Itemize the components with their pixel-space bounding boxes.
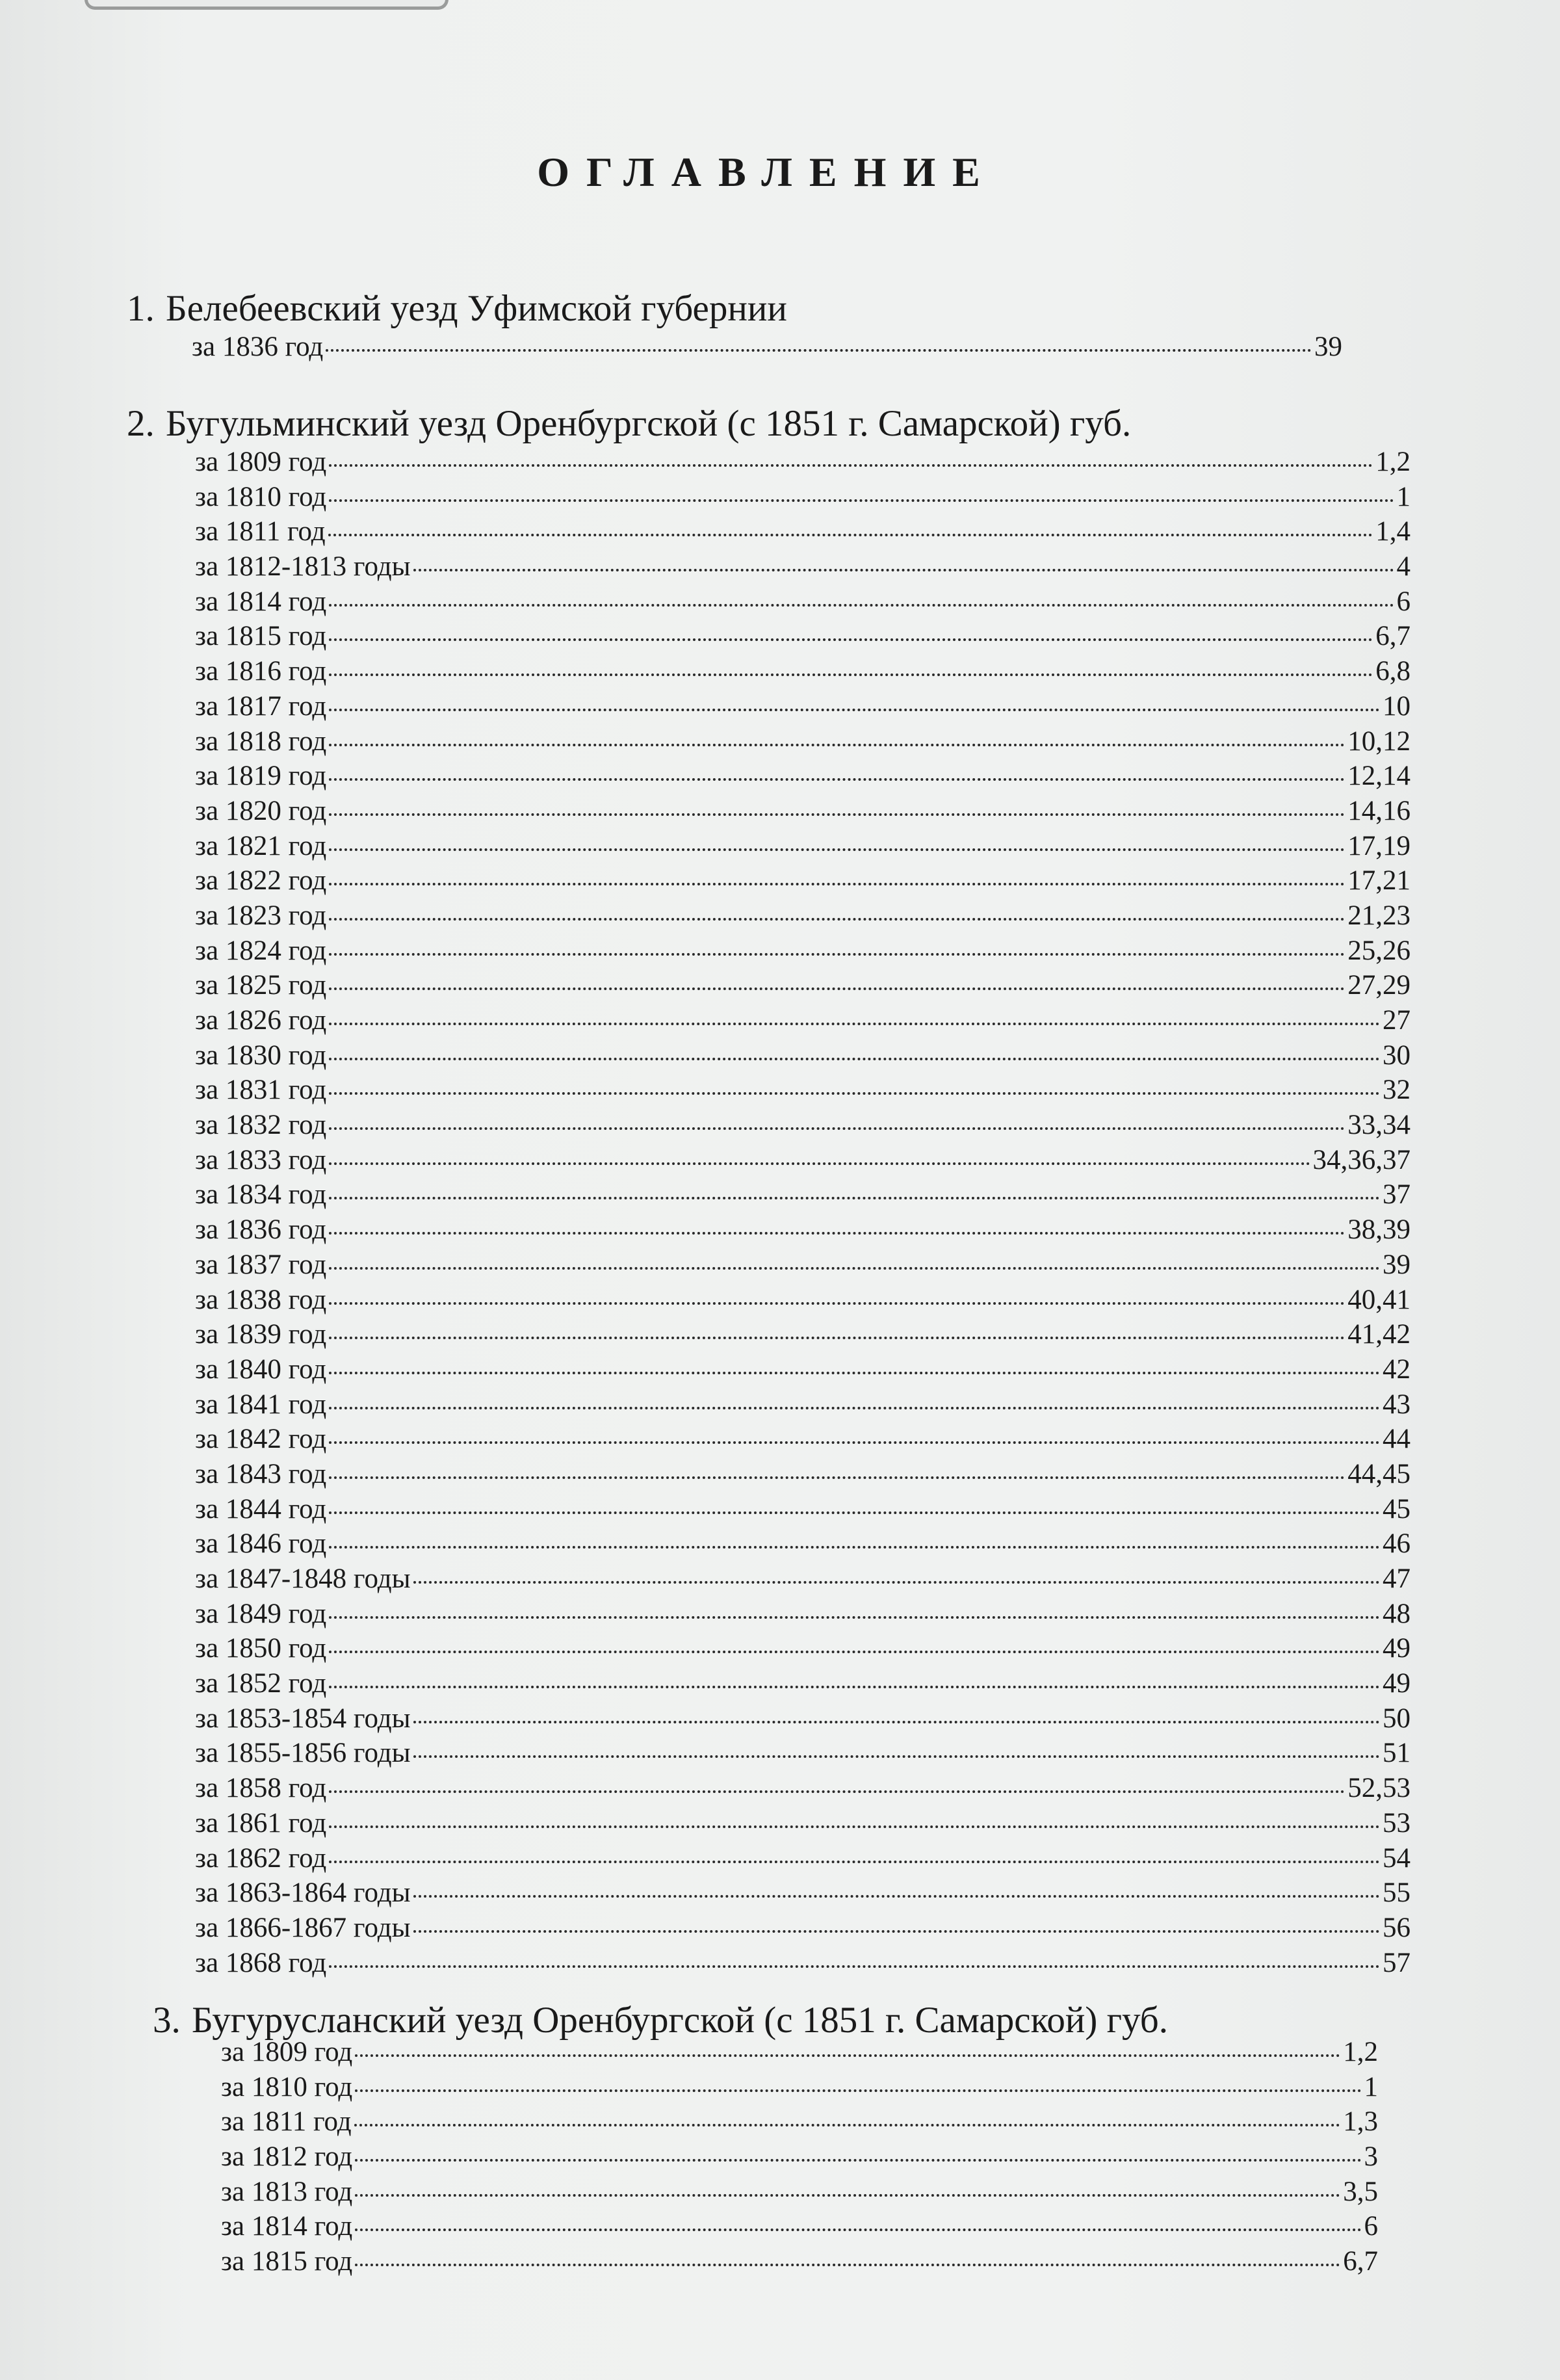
toc-entry [195,1248,1410,1283]
entry-label: за 1815 год [195,621,327,652]
toc-entry [195,898,1410,934]
leader-dots [329,709,1380,711]
entry-pages: 1,4 [1375,516,1410,547]
toc-entry [195,1038,1410,1073]
entry-label: за 1840 год [195,1353,327,1385]
toc-entry [195,1492,1410,1527]
entry-label: за 1830 год [195,1040,327,1071]
entry-pages: 32 [1383,1075,1410,1106]
toc-entry [195,1666,1410,1701]
leader-dots [413,1895,1381,1898]
toc-entry [195,445,1410,480]
section-number: 1. [127,288,155,329]
entry-pages: 10,12 [1347,726,1410,757]
entry-pages: 45 [1383,1493,1410,1524]
toc-entry [195,1631,1410,1666]
entry-label: за 1823 год [195,900,327,931]
entry-label: за 1853-1854 годы [195,1703,411,1734]
leader-dots [354,2124,1341,2126]
entry-pages: 57 [1383,1947,1410,1978]
entry-label: за 1817 год [195,690,327,722]
leader-dots [329,1162,1310,1165]
entry-label: за 1861 год [195,1807,327,1838]
section-number: 2. [127,403,155,444]
entry-pages: 6,7 [1343,2246,1378,2277]
toc-entry [195,584,1410,620]
toc-entry [195,619,1410,654]
entry-label: за 1809 год [221,2037,353,2067]
entry-pages: 49 [1383,1668,1410,1699]
entry-pages: 6 [1364,2211,1378,2242]
leader-dots [329,638,1373,641]
entry-pages: 30 [1383,1040,1410,1071]
entry-label: за 1811 год [221,2106,352,2138]
entry-pages: 3 [1364,2141,1378,2173]
entry-label: за 1866-1867 годы [195,1912,411,1943]
entry-pages: 1,3 [1343,2106,1378,2138]
entry-pages: 1,2 [1375,447,1410,477]
entry-pages: 1,2 [1343,2037,1378,2067]
entry-label: за 1814 год [195,586,327,617]
entry-label: за 1813 год [221,2176,353,2207]
entry-label: за 1810 год [195,481,327,512]
entry-pages: 21,23 [1347,900,1410,931]
section-heading [127,288,1342,330]
entry-pages: 6 [1396,586,1410,617]
leader-dots [329,987,1345,990]
leader-dots [329,1267,1380,1270]
entry-label: за 1821 год [195,830,327,861]
toc-entry [195,1177,1410,1212]
entry-pages: 53 [1383,1807,1410,1838]
toc-entry [195,1806,1410,1841]
entry-pages: 55 [1383,1877,1410,1909]
leader-dots [329,1861,1380,1863]
leader-dots [329,813,1345,816]
leader-dots [329,1302,1345,1305]
leader-dots [329,1407,1380,1409]
entry-label: за 1833 год [195,1144,327,1175]
toc-entry [192,330,1342,365]
leader-dots [329,1127,1345,1130]
entry-pages: 52,53 [1347,1773,1410,1804]
leader-dots [413,1930,1381,1933]
entry-pages: 47 [1383,1563,1410,1594]
leader-dots [329,1511,1380,1514]
leader-dots [329,1337,1345,1339]
toc-entry [195,1108,1410,1143]
entry-pages: 54 [1383,1842,1410,1874]
entry-pages: 41,42 [1347,1319,1410,1350]
entry-label: за 1838 год [195,1284,327,1315]
leader-dots [329,778,1345,781]
toc-entry [195,1597,1410,1632]
leader-dots [413,1581,1381,1584]
leader-dots [355,2264,1340,2266]
entry-pages: 17,21 [1347,865,1410,896]
entry-label: за 1814 год [221,2211,353,2242]
toc-entry [221,2175,1378,2210]
leader-dots [329,1023,1380,1025]
toc-entry [195,968,1410,1003]
entry-pages: 39 [1314,332,1342,362]
leader-dots [329,953,1345,956]
leader-dots [413,1755,1381,1758]
entry-pages: 17,19 [1347,830,1410,861]
toc-entry [195,1422,1410,1457]
leader-dots [329,1372,1380,1374]
entry-pages: 43 [1383,1389,1410,1420]
leader-dots [329,464,1373,467]
entry-label: за 1836 год [192,332,324,362]
section-entries [195,445,1410,1980]
leader-dots [329,1092,1380,1095]
toc-entry [221,2244,1378,2279]
entry-pages: 1 [1364,2071,1378,2102]
entry-pages: 46 [1383,1528,1410,1560]
toc-entry [195,1841,1410,1876]
entry-pages: 14,16 [1347,795,1410,826]
toc-entry [221,2070,1378,2105]
entry-pages: 50 [1383,1703,1410,1734]
entry-label: за 1843 год [195,1458,327,1489]
toc-entry [195,759,1410,794]
toc-entry [195,794,1410,829]
toc-entry [195,1771,1410,1806]
toc-entry [195,1387,1410,1422]
entry-pages: 44 [1383,1424,1410,1455]
section-title: Бугульминский уезд Оренбургской (с 1851 г. Самарской) губ. [166,403,1132,444]
toc-entry [195,1526,1410,1562]
entry-label: за 1824 год [195,935,327,966]
section-title: Бугурусланский уезд Оренбургской (с 1851 г. Самарской) губ. [192,2000,1168,2041]
entry-label: за 1811 год [195,516,326,547]
section-number: 3. [153,2000,181,2041]
leader-dots [355,2089,1361,2092]
entry-pages: 25,26 [1347,935,1410,966]
leader-dots [355,2054,1340,2057]
entry-pages: 27 [1383,1005,1410,1036]
entry-label: за 1850 год [195,1633,327,1664]
toc-entry [195,1143,1410,1178]
entry-label: за 1855-1856 годы [195,1738,411,1769]
leader-dots [329,1651,1380,1653]
entry-label: за 1868 год [195,1947,327,1978]
toc-entry [195,1701,1410,1736]
entry-label: за 1818 год [195,726,327,757]
entry-pages: 33,34 [1347,1110,1410,1141]
entry-label: за 1834 год [195,1179,327,1210]
toc-entry [195,1317,1410,1352]
leader-dots [329,604,1394,607]
toc-entry [195,549,1410,584]
entry-pages: 27,29 [1347,970,1410,1001]
leader-dots [329,499,1394,502]
entry-label: за 1841 год [195,1389,327,1420]
entry-pages: 3,5 [1343,2176,1378,2207]
toc-entry [195,480,1410,515]
entry-label: за 1810 год [221,2071,353,2102]
entry-pages: 49 [1383,1633,1410,1664]
leader-dots [355,2229,1361,2231]
leader-dots [329,1197,1380,1199]
entry-label: за 1858 год [195,1773,327,1804]
entry-pages: 38,39 [1347,1214,1410,1246]
entry-label: за 1847-1848 годы [195,1563,411,1594]
entry-label: за 1832 год [195,1110,327,1141]
entry-label: за 1839 год [195,1319,327,1350]
entry-label: за 1826 год [195,1005,327,1036]
section-entries [192,330,1342,365]
leader-dots [413,1721,1381,1723]
page-title: ОГЛАВЛЕНИЕ [537,149,997,195]
leader-dots [355,2194,1340,2197]
toc-entry [221,2035,1378,2070]
leader-dots [326,349,1312,352]
toc-entry [195,1003,1410,1038]
entry-pages: 37 [1383,1179,1410,1210]
leader-dots [413,569,1394,571]
toc-entry [195,1876,1410,1911]
entry-pages: 44,45 [1347,1458,1410,1489]
entry-label: за 1820 год [195,795,327,826]
toc-entry [195,1457,1410,1492]
toc-entry [221,2209,1378,2244]
toc-entry [195,1283,1410,1318]
entry-label: за 1862 год [195,1842,327,1874]
leader-dots [329,1476,1345,1479]
leader-dots [329,744,1345,746]
entry-label: за 1846 год [195,1528,327,1560]
toc-entry [195,863,1410,898]
entry-pages: 56 [1383,1912,1410,1943]
leader-dots [329,673,1373,676]
entry-label: за 1819 год [195,761,327,792]
toc-section-1 [127,288,1342,365]
entry-label: за 1836 год [195,1214,327,1246]
entry-label: за 1863-1864 годы [195,1877,411,1909]
toc-section-3 [153,2000,1381,2279]
toc-entry [195,1946,1410,1981]
entry-label: за 1844 год [195,1493,327,1524]
toc-entry [195,1562,1410,1597]
entry-label: за 1852 год [195,1668,327,1699]
entry-pages: 1 [1396,481,1410,512]
toc-entry [195,934,1410,969]
toc-entry [195,1073,1410,1108]
leader-dots [329,1058,1380,1060]
entry-label: за 1842 год [195,1424,327,1455]
section-heading [127,403,1362,445]
toc-entry [195,1736,1410,1771]
toc-entry [195,724,1410,759]
toc-entry [195,829,1410,864]
entry-label: за 1809 год [195,447,327,477]
entry-pages: 4 [1396,551,1410,582]
toc-entry [195,1352,1410,1387]
entry-pages: 10 [1383,690,1410,722]
leader-dots [329,1232,1345,1235]
entry-pages: 40,41 [1347,1284,1410,1315]
toc-entry [221,2104,1378,2139]
section-entries [221,2035,1378,2279]
leader-dots [329,1546,1380,1549]
page-corner-tab [84,0,448,10]
toc-entry [195,1911,1410,1946]
section-title: Белебеевский уезд Уфимской губернии [166,288,787,329]
leader-dots [329,1965,1380,1968]
entry-label: за 1816 год [195,656,327,687]
toc-section-2 [127,403,1410,1980]
toc-entry [195,689,1410,724]
entry-pages: 48 [1383,1598,1410,1629]
toc-entry [221,2139,1378,2175]
leader-dots [329,1686,1380,1688]
entry-label: за 1815 год [221,2246,353,2277]
entry-pages: 34,36,37 [1312,1144,1410,1175]
leader-dots [329,1825,1380,1828]
leader-dots [329,1616,1380,1619]
entry-label: за 1812-1813 годы [195,551,411,582]
leader-dots [329,848,1345,851]
entry-pages: 51 [1383,1738,1410,1769]
leader-dots [329,883,1345,885]
leader-dots [329,918,1345,921]
entry-pages: 12,14 [1347,761,1410,792]
entry-label: за 1825 год [195,970,327,1001]
entry-label: за 1849 год [195,1598,327,1629]
entry-pages: 6,7 [1375,621,1410,652]
toc-entry [195,1212,1410,1248]
toc-entry [195,514,1410,549]
leader-dots [329,1790,1345,1793]
entry-label: за 1831 год [195,1075,327,1106]
entry-label: за 1812 год [221,2141,353,2173]
toc-entry [195,654,1410,689]
entry-label: за 1822 год [195,865,327,896]
entry-label: за 1837 год [195,1249,327,1280]
entry-pages: 6,8 [1375,656,1410,687]
leader-dots [355,2159,1361,2162]
leader-dots [329,1441,1380,1444]
leader-dots [328,534,1373,536]
entry-pages: 39 [1383,1249,1410,1280]
entry-pages: 42 [1383,1353,1410,1385]
